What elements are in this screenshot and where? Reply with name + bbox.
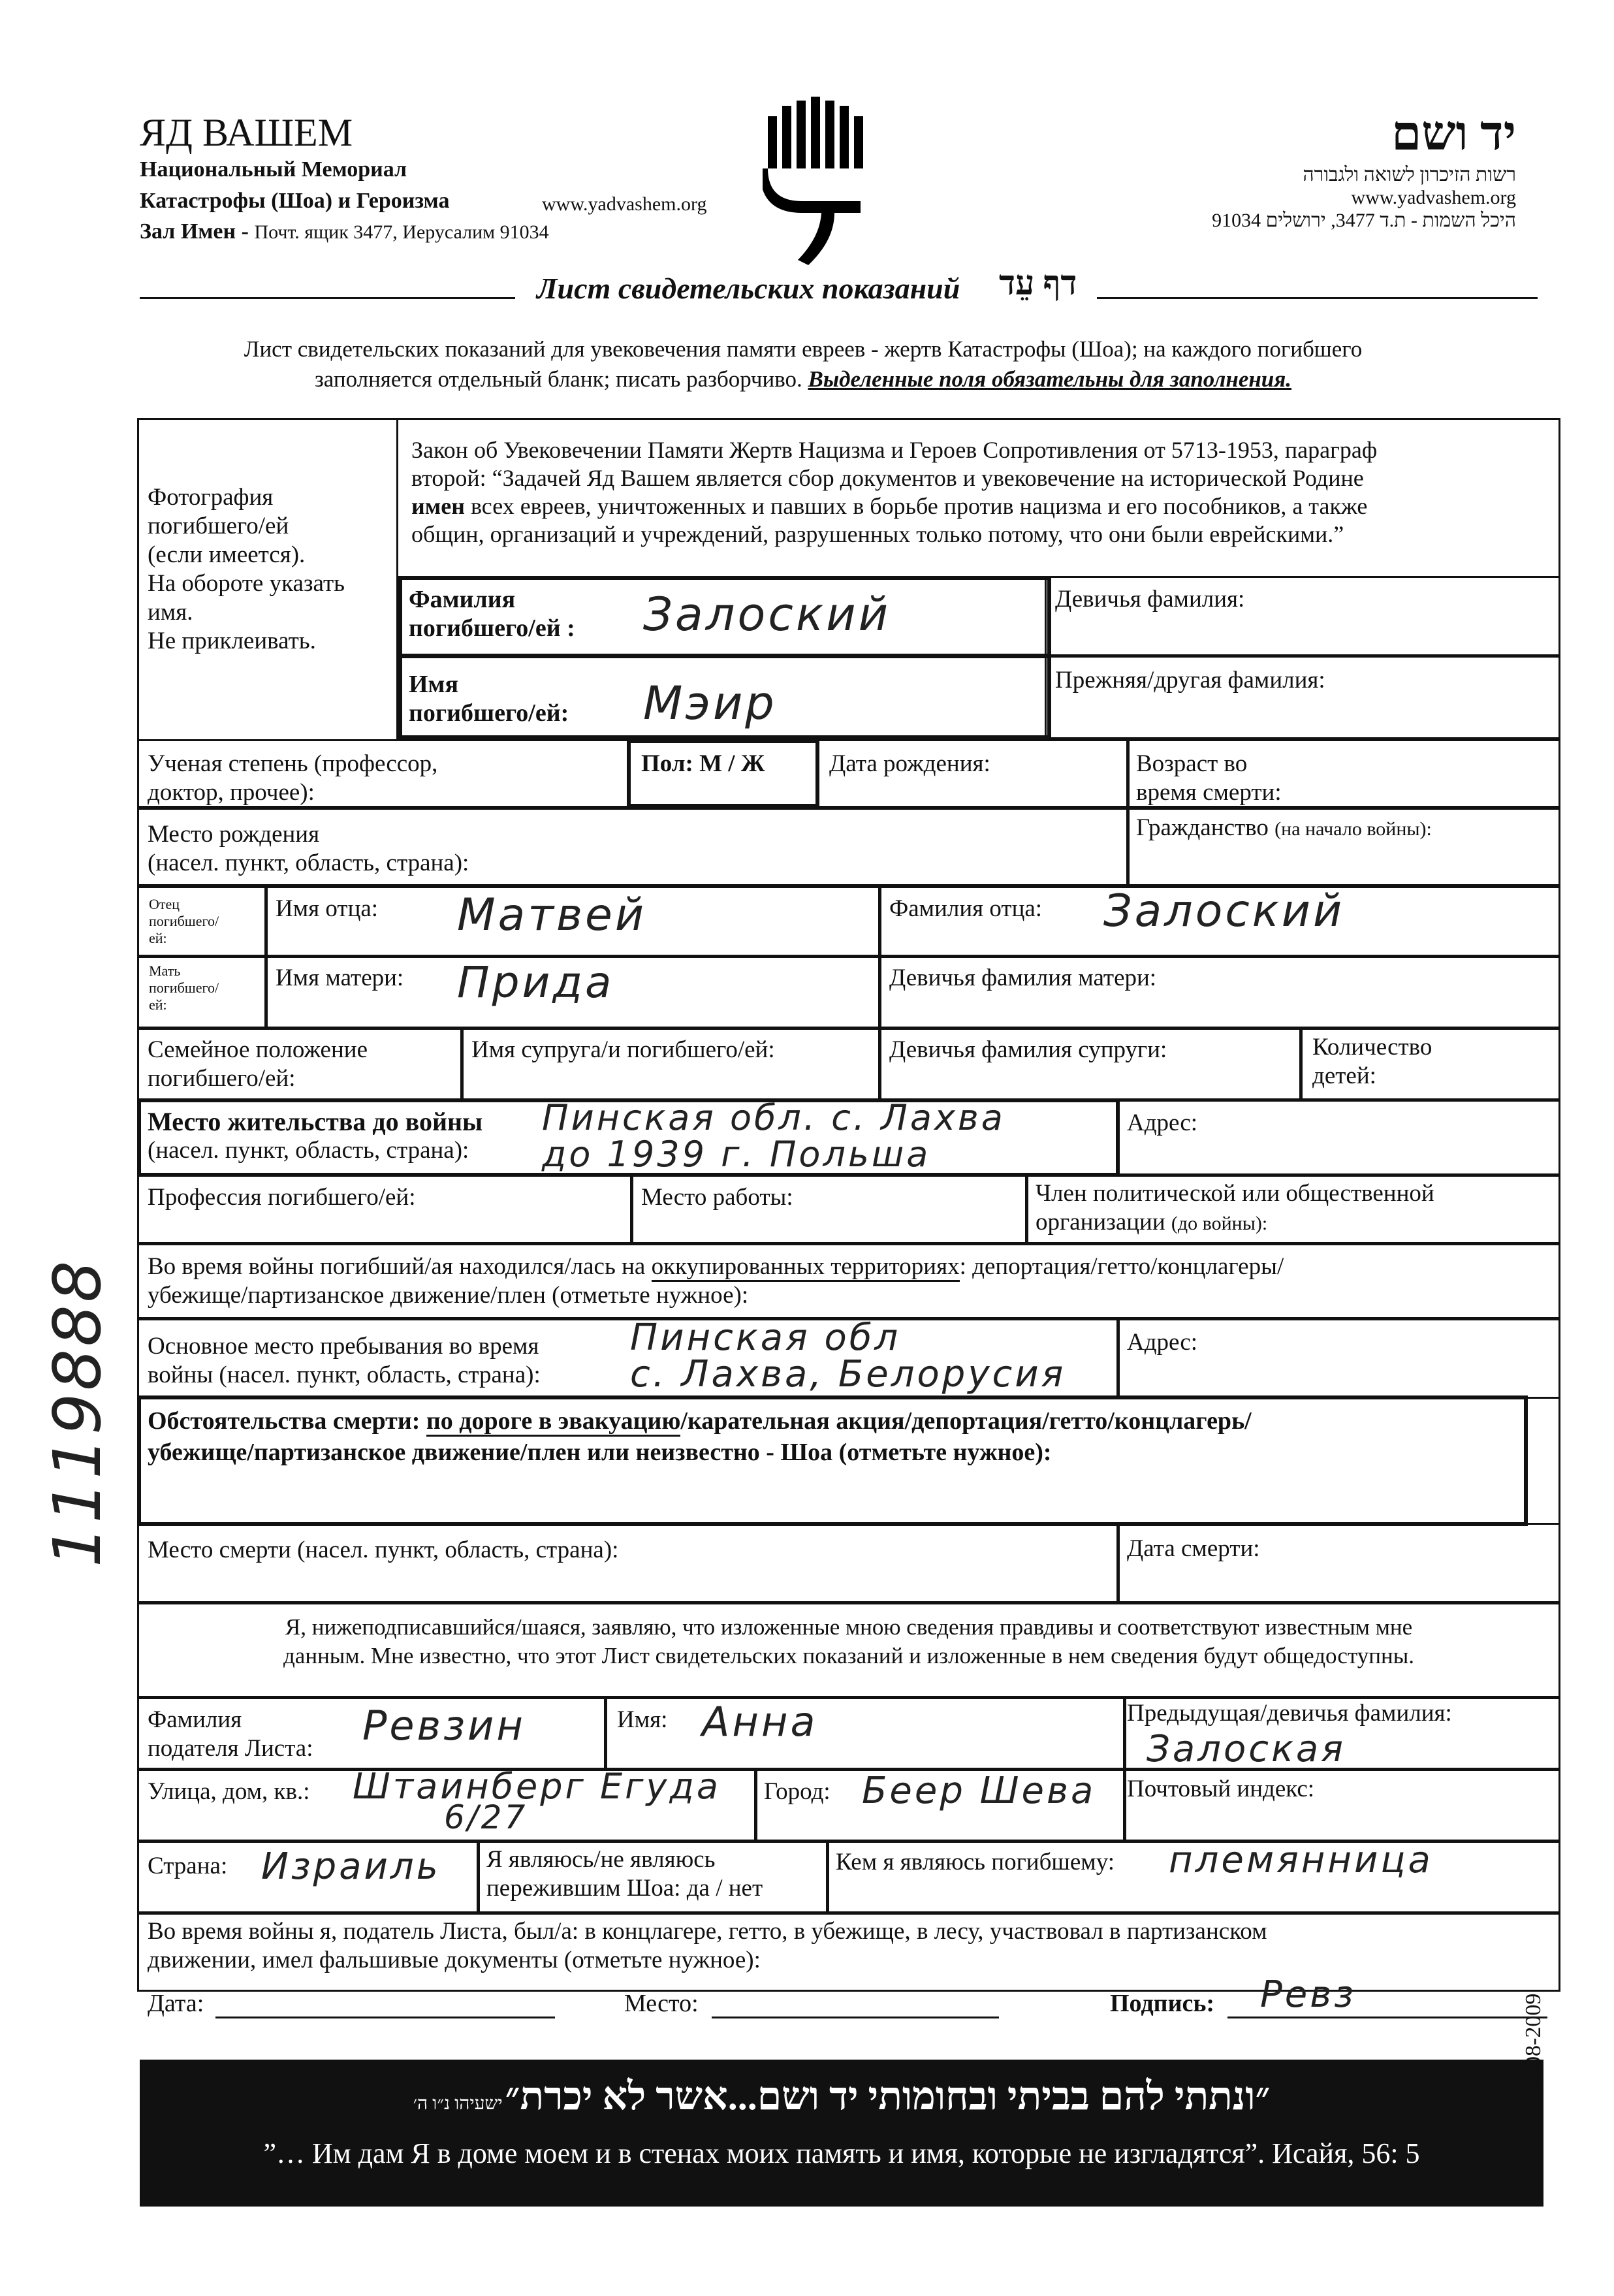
spouse-maiden-label: Девичья фамилия супруги: — [889, 1036, 1167, 1063]
website-ru: www.yadvashem.org — [542, 193, 707, 215]
form-title-he: דף עֵד — [999, 265, 1077, 302]
death-circumstances-label: Обстоятельства смерти: по дороге в эвакуацию/карательная акция/депортация/гетто/концлагерь/ убежище/партизанское движение/плен или неизвестно - Шоа (отметьте нужное): — [148, 1407, 1252, 1466]
title-rule-right — [1097, 297, 1538, 299]
city-label: Город: — [764, 1778, 831, 1805]
father-side-label: Отец погибшего/ ей: — [149, 896, 219, 946]
wartime-address-label: Адрес: — [1127, 1329, 1198, 1356]
hall-he: היכל השמות - ת.ד 3477, ירושלים 91034 — [1212, 210, 1516, 231]
wartime-place-value-2: с. Лахва, Белорусия — [630, 1353, 1066, 1395]
children-label: Количество детей: — [1312, 1034, 1432, 1089]
gender-label: Пол: М / Ж — [641, 750, 765, 777]
wartime-label: Во время войны погибший/ая находился/лась на оккупированных территориях: депортация/гетто/концлагеры/ убежище/партизанское движение/плен (отметьте нужное): — [148, 1253, 1284, 1309]
country-value: Израиль — [261, 1845, 441, 1888]
title-rule-left — [140, 297, 515, 299]
degree-label: Ученая степень (профессор, доктор, прочее): — [148, 750, 438, 806]
street-label: Улица, дом, кв.: — [148, 1778, 310, 1805]
victim-surname-value: Залоский — [643, 588, 891, 641]
death-date-label: Дата смерти: — [1127, 1535, 1260, 1562]
victim-maiden-label: Девичья фамилия: — [1055, 586, 1245, 613]
residence-label: Место жительства до войны (насел. пункт, область, страна): — [148, 1107, 483, 1164]
profession-label: Профессия погибшего/ей: — [148, 1184, 416, 1211]
death-place-label: Место смерти (насел. пункт, область, страна): — [148, 1537, 619, 1563]
intro-text — [78, 334, 1528, 394]
date-label: Дата: — [148, 1990, 204, 2017]
submitter-name-label: Имя: — [617, 1706, 668, 1733]
residence-address-label: Адрес: — [1127, 1109, 1198, 1136]
mother-name-value: Прида — [457, 957, 614, 1008]
signature-label: Подпись: — [1110, 1990, 1215, 2017]
org-name-ru: ЯД ВАШЕМ — [140, 111, 353, 154]
place-label: Место: — [624, 1990, 699, 2017]
submitter-surname-label: Фамилия подателя Листа: — [148, 1706, 313, 1762]
submitter-name-field[interactable] — [604, 1696, 1126, 1771]
signature-value: Ревз — [1260, 1973, 1357, 2016]
header-ru — [140, 111, 549, 247]
submitter-prev-surname-value: Залоская — [1147, 1728, 1346, 1770]
hall-address: Почт. ящик 3477, Иерусалим 91034 — [254, 221, 549, 243]
age-label: Возраст во время смерти: — [1136, 750, 1282, 806]
father-surname-label: Фамилия отца: — [889, 895, 1043, 922]
quote-he: ״ונתתי להם בביתי ובחומותי יד ושם...אשר לא יכרת״ — [505, 2075, 1271, 2118]
signature-line[interactable] — [1227, 2017, 1547, 2018]
city-value: Беер Шева — [862, 1770, 1096, 1812]
org-name-he: יד ושם — [1391, 107, 1516, 161]
website-he: www.yadvashem.org — [1351, 187, 1516, 208]
father-name-label: Имя отца: — [276, 895, 379, 922]
hall-prefix: Зал Имен - — [140, 219, 249, 244]
submitter-wartime-label: Во время войны я, податель Листа, был/а: в концлагере, гетто, в убежище, в лесу, участвовал в партизанском движении, имел фальшивые документы (отметьте нужное): — [148, 1918, 1267, 1973]
submitter-surname-value: Ревзин — [362, 1702, 526, 1749]
relation-value: племянница — [1169, 1839, 1433, 1881]
relation-label: Кем я являюсь погибшему: — [836, 1849, 1115, 1875]
father-surname-value: Залоский — [1103, 885, 1345, 937]
marital-label: Семейное положение погибшего/ей: — [148, 1036, 368, 1092]
street-value-1: Штаинберг Егуда — [353, 1766, 721, 1807]
spouse-name-label: Имя супруга/и погибшего/ей: — [471, 1036, 775, 1063]
victim-other-surname-label: Прежняя/другая фамилия: — [1055, 667, 1325, 694]
law-text: Закон об Увековечении Памяти Жертв Нацизма и Героев Сопротивления от 5713-1953, параграф второй: “Задачей Яд Вашем является сбор документов и увековечение на исторической Родине имен всех евреев, уничтоженных и павших в борьбе против нацизма и его пособников, а также общин, организаций и учреждений, разрушенных только потому, что они были еврейскими.” — [411, 437, 1378, 547]
wartime-place-value-1: Пинская обл — [630, 1316, 901, 1359]
declaration-text: Я, нижеподписавшийся/шаяся, заявляю, что изложенные мною сведения правдивы и соответствуют известным мне данным. Мне известно, что этот Лист свидетельских показаний и изложенные в нем сведения будут общедоступны. — [283, 1614, 1414, 1668]
side-year: 2008-2009 — [1521, 1993, 1545, 2090]
survivor-label: Я являюсь/не являюсь пережившим Шоа: да / нет — [486, 1846, 763, 1902]
form-title-ru: Лист свидетельских показаний — [537, 272, 960, 305]
intro-line1: Лист свидетельских показаний для увековечения памяти евреев - жертв Катастрофы (Шоа); на каждого погибшего — [244, 336, 1363, 362]
mother-maiden-label: Девичья фамилия матери: — [889, 965, 1157, 991]
quote-he-ref: ישעיהו נ״ו ה׳ — [413, 2094, 503, 2114]
submitter-name-value: Анна — [702, 1698, 818, 1746]
header-he — [1212, 104, 1516, 232]
membership-label: Член политической или общественной организации (до войны): — [1036, 1180, 1434, 1236]
father-name-value: Матвей — [457, 889, 647, 941]
quote-ru: ”… Им дам Я в доме моем и в стенах моих память и имя, которые не изгладятся”. — [263, 2137, 1265, 2169]
victim-name-value: Мэир — [643, 677, 777, 730]
residence-value-2: до 1939 г. Польша — [542, 1134, 931, 1175]
place-line[interactable] — [712, 2017, 999, 2018]
mother-name-label: Имя матери: — [276, 965, 404, 991]
org-line2: Национальный Мемориал — [140, 157, 407, 182]
victim-surname-label: Фамилия погибшего/ей : — [409, 586, 575, 642]
zip-label: Почтовый индекс: — [1127, 1776, 1315, 1802]
photo-note: Фотография погибшего/ей (если имеется). На обороте указать имя. Не приклеивать. — [148, 484, 345, 654]
workplace-label: Место работы: — [641, 1184, 793, 1211]
quote-ru-ref: Исайя, 56: 5 — [1272, 2137, 1420, 2169]
archive-number: 1119888 — [39, 1258, 116, 1567]
quote-banner — [140, 2060, 1543, 2207]
citizenship-label: Гражданство (на начало войны): — [1136, 814, 1432, 841]
intro-line2: заполняется отдельный бланк; писать разборчиво. — [314, 366, 802, 392]
date-line[interactable] — [215, 2017, 555, 2018]
dob-label: Дата рождения: — [829, 750, 990, 777]
mother-side-label: Мать погибшего/ ей: — [149, 963, 219, 1013]
org-line3: Катастрофы (Шоа) и Героизма — [140, 189, 450, 213]
residence-value-1: Пинская обл. с. Лахва — [542, 1097, 1005, 1138]
wartime-place-label: Основное место пребывания во время войны (насел. пункт, область, страна): — [148, 1333, 541, 1388]
birthplace-label: Место рождения (насел. пункт, область, страна): — [148, 821, 469, 876]
yad-vashem-logo — [763, 97, 874, 266]
intro-mandatory: Выделенные поля обязательны для заполнения. — [808, 366, 1292, 392]
org-he-line2: רשות הזיכרון לשואה ולגבורה — [1303, 164, 1516, 185]
country-label: Страна: — [148, 1853, 228, 1879]
victim-name-label: Имя погибшего/ей: — [409, 671, 569, 727]
submitter-prev-surname-label: Предыдущая/девичья фамилия: — [1127, 1700, 1452, 1727]
street-value-2: 6/27 — [444, 1798, 528, 1836]
